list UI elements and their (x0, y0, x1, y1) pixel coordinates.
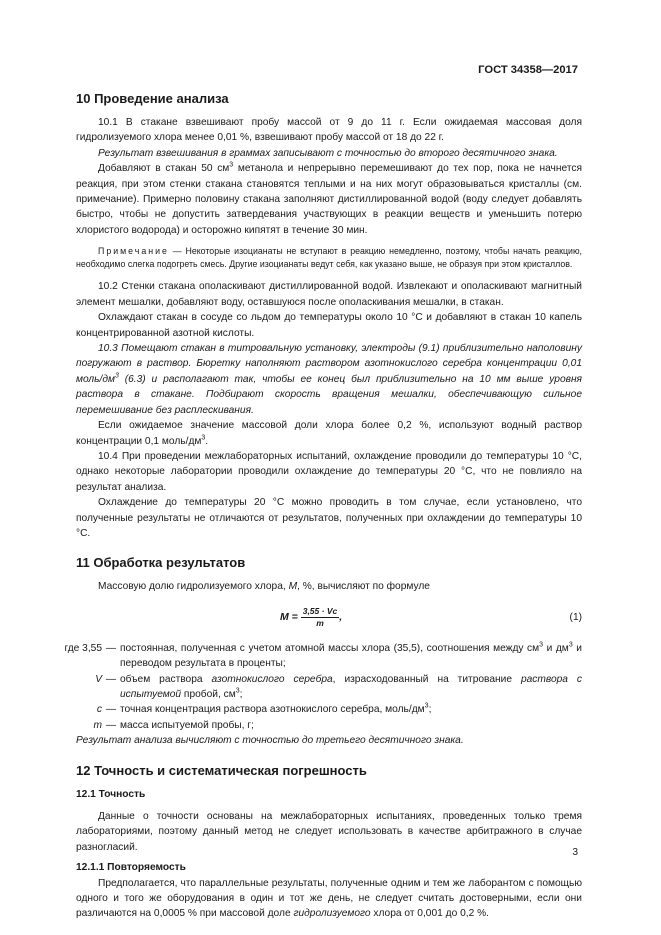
where-item: m — масса испытуемой пробы, г; (93, 719, 254, 731)
formula-fraction (301, 606, 340, 629)
formula-row (76, 601, 582, 637)
paragraph-10-2: 10.2 Стенки стакана ополаскивают дистиллированной водой. Извлекают и ополаскивают магнитный элемент мешалки, добавляют воду, оставшуюся после ополаскивания мешалки, в стакан. (76, 281, 582, 308)
subsection-12-1-title: 12.1 Точность (76, 788, 146, 800)
formula-lhs: M = (280, 610, 298, 623)
section-11-title: 11 Обработка результатов (76, 555, 246, 571)
paragraph-cooling-20: Охлаждение до температуры 20 °С можно проводить в том случае, если установлено, что полученные результаты не отличаются от результатов, полученных при охлаждении до температуры 10 °С. (76, 497, 582, 539)
paragraph-cooling: Охлаждают стакан в сосуде со льдом до температуры около 10 °С и добавляют в стакан 10 капель концентрированной азотной кислоты. (76, 312, 582, 339)
page-number: 3 (572, 847, 578, 858)
page-content (64, 90, 583, 922)
where-list (64, 641, 582, 733)
paragraph-result-precision: Результат анализа вычисляют с точностью до третьего десятичного знака. (76, 735, 464, 747)
where-item: V — объем раствора азотнокислого серебра, израсходованный на титрование раствора с испытуемой пробой, $см^3$; (95, 673, 583, 700)
paragraph-formula-intro: Массовую долю гидролизуемого хлора, М, %, вычисляют по формуле (98, 581, 430, 593)
paragraph-repeatability: Предполагается, что параллельные результаты, полученные одним и тем же лаборантом с помощью одного и того же оборудования в один и тот же день, не следует считать достоверными, если они различаются на 0,0005 % при массовой доле гидролизуемого хлора от 0,001 до 0,2 %. (76, 877, 582, 920)
note-label: Примечание (98, 246, 169, 257)
subsection-12-1-1-title: 12.1.1 Повторяемость (76, 862, 186, 874)
paragraph-precision: Данные о точности основаны на межлабораторных испытаниях, проведенных только тремя лабораториями, поэтому данный метод не следует использовать в качестве арбитражного в случае разногласий. (76, 811, 582, 853)
formula-numerator: 3,55 · Vc (302, 605, 338, 616)
section-10-title: 10 Проведение анализа (76, 91, 229, 106)
note-isocyanates: Примечание — Некоторые изоцианаты не вступают в реакцию немедленно, поэтому, чтобы начать реакцию, необходимо слегка подогреть смесь. Другие изоцианаты ведут себя, как указано выше, не образуя при этом кристаллов. (76, 246, 582, 269)
equation-number: (1) (569, 611, 582, 623)
paragraph-weighing-result: Результат взвешивания в граммах записывают с точностью до второго десятичного знака. (98, 147, 558, 159)
where-item: с — точная концентрация раствора азотнокислого серебра, моль/$дм^3$; (96, 702, 432, 716)
formula: M = $\frac{3,55 \cdot Vc}{m}$ , (280, 605, 343, 628)
where-item: где 3,55 — постоянная, полученная с учетом атомной массы хлора (35,5), соотношения между $см^3$ и $дм^3$ и переводом результата в проценты; (64, 641, 582, 670)
formula-denominator: m (316, 617, 324, 628)
paragraph-aqueous-solution: Если ожидаемое значение массовой доли хлора более 0,2 %, используют водный раствор концентрации 0,1 моль/$дм^3$. (76, 420, 582, 447)
document-standard-number: ГОСТ 34358—2017 (478, 64, 578, 76)
paragraph-10-4: 10.4 При проведении межлабораторных испытаний, охлаждение проводили до температуры 10 °С, однако некоторые лаборатории проводили охлаждение до температуры 20 °С, что не повлияло на результат анализа. (76, 450, 582, 493)
paragraph-10-3: 10.3 Помещают стакан в титровальную установку, электроды (9.1) приблизительно наполовину погружают в раствор. Бюретку наполняют раствором азотнокислого серебра концентрации 0,01 моль/$дм^3$ (6.3) и располагают так, чтобы ее конец был приблизительно на 10 мм выше уровня раствора в стакане. Подбирают скорость вращения мешалки, обеспечивающую сильное перемешивание без расплескивания. (76, 343, 582, 416)
paragraph-10-1: 10.1 В стакане взвешивают пробу массой от 9 до 11 г. Если ожидаемая массовая доля гидролизуемого хлора менее 0,01 %, взвешивают пробу массой от 18 до 22 г. (76, 117, 582, 144)
paragraph-methanol: Добавляют в стакан 50 $см^3$ метанола и непрерывно перемешивают до тех пор, пока не начнется реакция, при этом стенки стакана становятся теплыми и на них могут образовываться кристаллы (см. примечание). Примерно половину стакана заполняют дистиллированной водой (воду следует добавлять быстро, чтобы не допустить затвердевания участвующих в реакции веществ и уменьшить потерю хлористого водорода) и осторожно кипятят в течение 30 мин. (76, 161, 582, 236)
section-12-title: 12 Точность и систематическая погрешность (76, 762, 367, 778)
